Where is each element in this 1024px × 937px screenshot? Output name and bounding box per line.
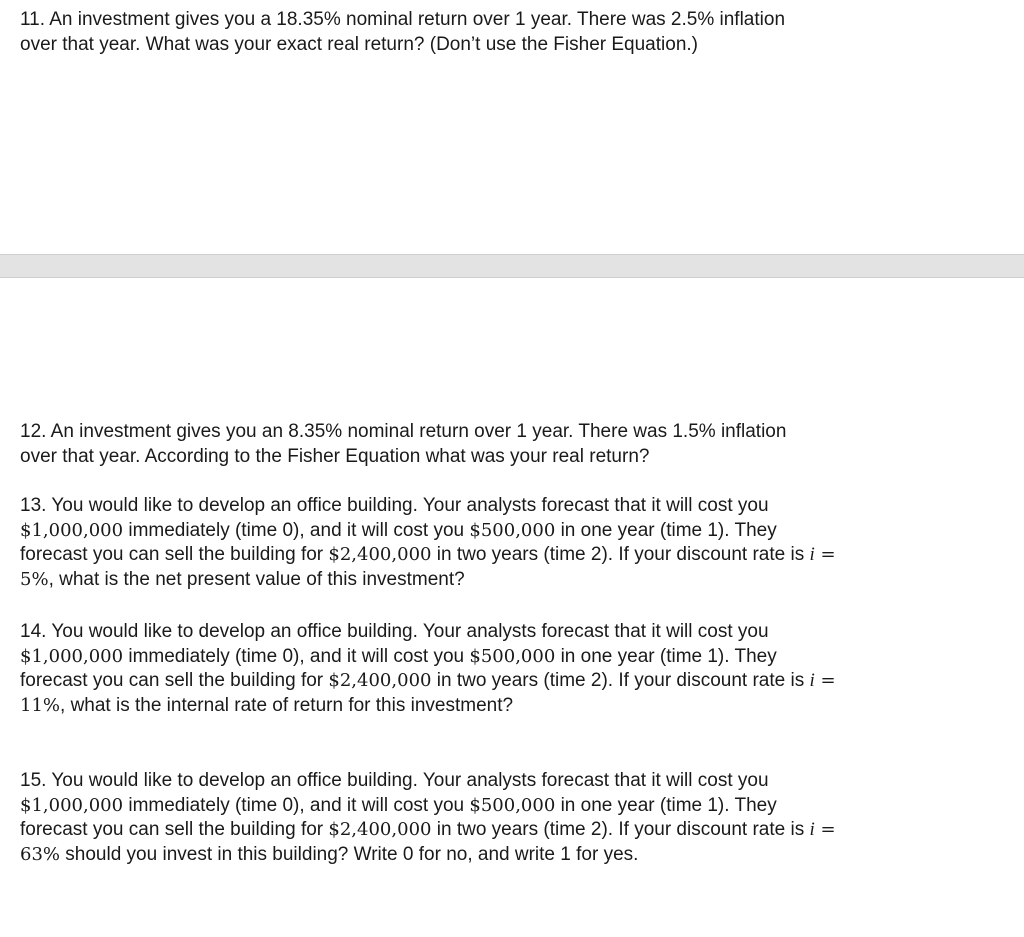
question-15: [20, 769, 980, 867]
question-line: [20, 519, 980, 544]
question-number: 12.: [20, 421, 51, 442]
question-13: [20, 494, 980, 592]
question-text: immediately (time 0), and it will cost you: [123, 794, 470, 816]
question-number: 13.: [20, 495, 52, 516]
question-line: [20, 620, 980, 645]
question-text: forecast you can sell the building for: [20, 544, 329, 565]
question-12: [20, 420, 980, 469]
question-text: immediately (time 0), and it will cost you: [123, 645, 470, 667]
math-value: $1,000,000: [20, 794, 124, 816]
math-value: $2,400,000: [328, 670, 432, 691]
math-value: $500,000: [469, 645, 556, 667]
question-line: [20, 568, 980, 593]
question-text: in two years (time 2). If your discount rate is: [431, 819, 810, 840]
math-value: =: [814, 544, 836, 565]
question-text: over that year. According to the Fisher Equation what was your real return?: [20, 445, 650, 467]
question-text: in two years (time 2). If your discount rate is: [431, 544, 810, 565]
question-number: 14.: [20, 621, 52, 642]
question-line: [20, 543, 980, 568]
question-line: [20, 769, 980, 794]
question-text: An investment gives you a 18.35% nominal return over 1 year. There was 2.5% inflation: [49, 9, 786, 30]
math-value: 5%: [20, 568, 49, 590]
question-text: in two years (time 2). If your discount rate is: [431, 670, 810, 691]
question-text: in one year (time 1). They: [555, 645, 777, 667]
question-line: [20, 694, 980, 719]
question-text: immediately (time 0), and it will cost you: [123, 519, 470, 541]
question-line: [20, 669, 980, 694]
question-line: [20, 645, 980, 670]
question-line: [20, 445, 980, 470]
question-line: [20, 8, 980, 33]
question-number: 15.: [20, 770, 52, 791]
math-variable: i: [809, 670, 815, 691]
question-text: You would like to develop an office building. Your analysts forecast that it will cost you: [51, 621, 769, 642]
math-value: $2,400,000: [328, 819, 432, 840]
question-line: [20, 420, 980, 445]
question-11: [20, 8, 980, 57]
page-divider: [0, 254, 1024, 278]
question-line: [20, 794, 980, 819]
question-line: [20, 843, 980, 868]
question-text: in one year (time 1). They: [555, 519, 777, 541]
question-text: , what is the net present value of this investment?: [48, 568, 465, 590]
math-variable: i: [809, 544, 815, 565]
math-value: $500,000: [469, 794, 556, 816]
question-text: over that year. What was your exact real return? (Don’t use the Fisher Equation.): [20, 33, 698, 55]
math-value: $500,000: [469, 519, 556, 541]
math-value: =: [814, 819, 836, 840]
question-text: You would like to develop an office building. Your analysts forecast that it will cost you: [51, 495, 769, 516]
question-number: 11.: [20, 9, 50, 30]
math-variable: i: [809, 819, 815, 840]
math-value: 63%: [20, 843, 61, 865]
math-value: $1,000,000: [20, 519, 124, 541]
math-value: $2,400,000: [328, 544, 432, 565]
math-value: 11%: [20, 694, 61, 716]
question-line: [20, 494, 980, 519]
question-text: should you invest in this building? Write 0 for no, and write 1 for yes.: [60, 843, 639, 865]
question-text: in one year (time 1). They: [555, 794, 777, 816]
math-value: $1,000,000: [20, 645, 124, 667]
question-text: You would like to develop an office building. Your analysts forecast that it will cost you: [51, 770, 769, 791]
question-line: [20, 818, 980, 843]
question-text: forecast you can sell the building for: [20, 670, 329, 691]
question-14: [20, 620, 980, 718]
question-text: An investment gives you an 8.35% nominal return over 1 year. There was 1.5% inflation: [50, 421, 787, 442]
math-value: =: [814, 670, 836, 691]
question-line: [20, 33, 980, 58]
question-text: forecast you can sell the building for: [20, 819, 329, 840]
question-text: , what is the internal rate of return for this investment?: [60, 694, 514, 716]
